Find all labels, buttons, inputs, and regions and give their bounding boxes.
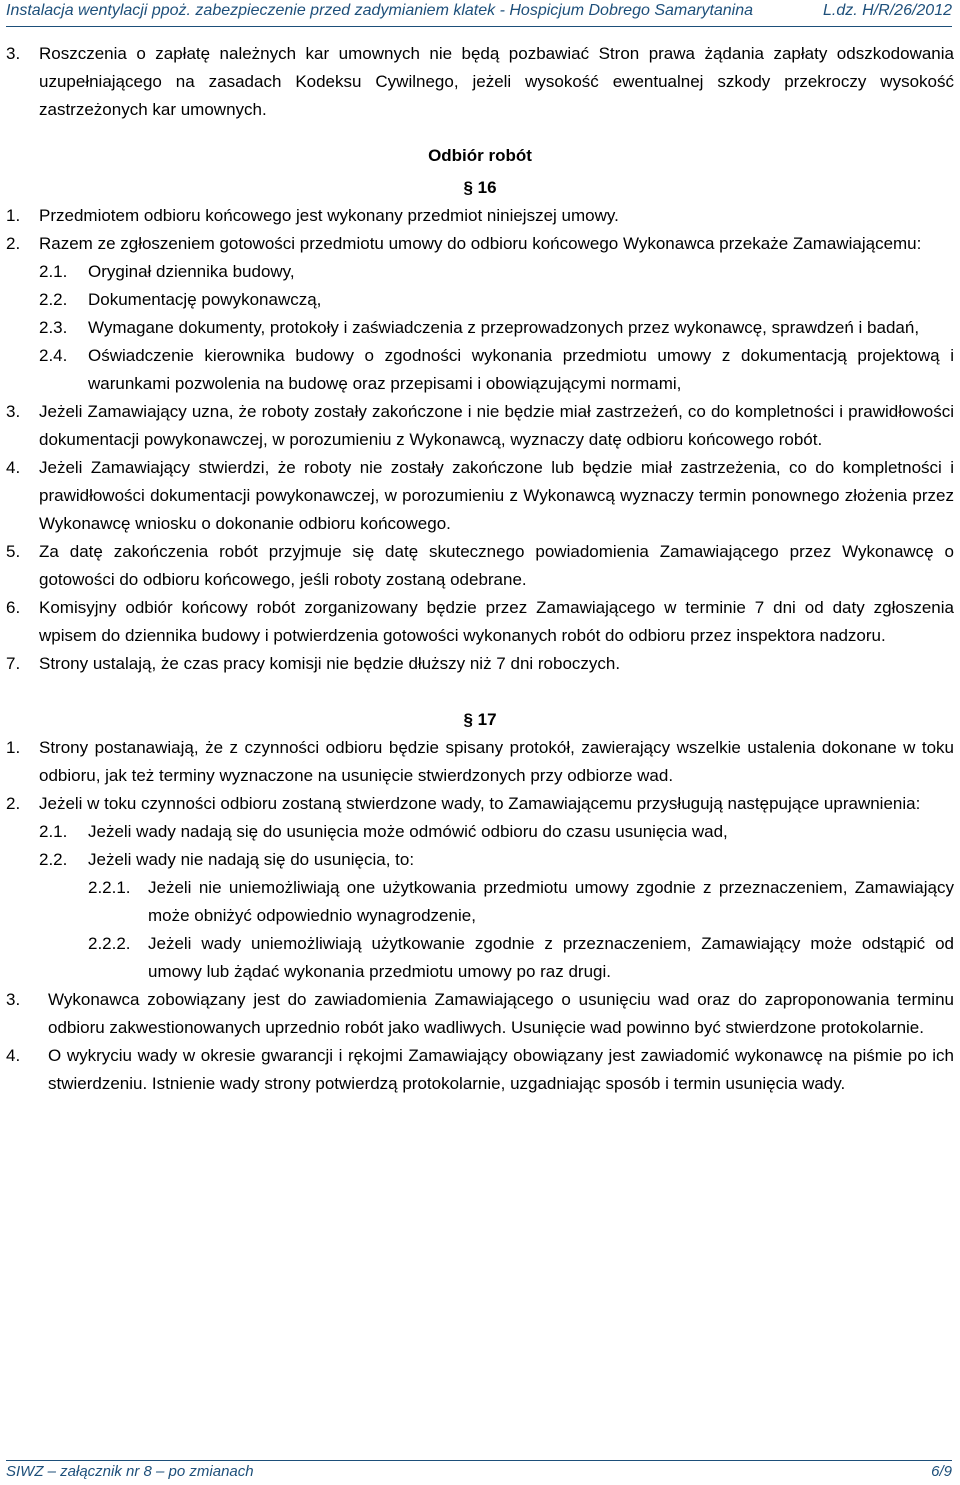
list-item xyxy=(6,986,954,1042)
item-text: Oryginał dziennika budowy, xyxy=(88,262,295,281)
list-item xyxy=(6,538,954,594)
item-text: Jeżeli wady nadają się do usunięcia może odmówić odbioru do czasu usunięcia wad, xyxy=(88,822,728,841)
sub-sub-list-item xyxy=(6,874,954,930)
item-text: Wykonawca zobowiązany jest do zawiadomienia Zamawiającego o usunięciu wad oraz do zaproponowania terminu odbioru zakwestionowanych uprzednio robót jako wadliwych. Usunięcie wad powinno być stwierdzone protokolarnie. xyxy=(48,990,954,1037)
item-text: Strony postanawiają, że z czynności odbioru będzie spisany protokół, zawierający wszelkie ustalenia dokonane w toku odbioru, jak też terminy wyznaczone na usunięcie stwierdzonych przy odbiorze wad. xyxy=(39,738,954,785)
item-number: 2.1. xyxy=(39,262,68,281)
sub-sub-list-item xyxy=(6,930,954,986)
item-text: Jeżeli nie uniemożliwiają one użytkowania przedmiotu umowy zgodnie z przeznaczeniem, Zamawiający może obniżyć odpowiednio wynagrodzenie, xyxy=(148,878,954,925)
item-text: Jeżeli wady uniemożliwiają użytkowanie zgodnie z przeznaczeniem, Zamawiający może odstąpić od umowy lub żądać wykonania przedmiotu umowy po raz drugi. xyxy=(148,934,954,981)
item-number: 5. xyxy=(6,542,21,561)
footer-label: SIWZ – załącznik nr 8 – po zmianach xyxy=(6,1463,254,1480)
item-number: 4. xyxy=(6,458,21,477)
list-item xyxy=(6,398,954,454)
list-item xyxy=(6,734,954,790)
list-item xyxy=(6,650,954,678)
item-number: 2.2.1. xyxy=(88,878,131,897)
item-number: 2.3. xyxy=(39,318,68,337)
list-item xyxy=(6,230,954,258)
item-number: 6. xyxy=(6,598,21,617)
item-number: 1. xyxy=(6,738,21,757)
sub-list-item xyxy=(6,818,954,846)
list-item xyxy=(6,1042,954,1098)
item-number: 2. xyxy=(6,234,21,253)
sub-list-item xyxy=(6,258,954,286)
intro-paragraph xyxy=(6,40,954,124)
item-text: Oświadczenie kierownika budowy o zgodności wykonania przedmiotu umowy z dokumentacją projektową i warunkami pozwolenia na budowę oraz przepisami i obowiązującymi normami, xyxy=(88,346,954,393)
list-item xyxy=(6,594,954,650)
header-title: Instalacja wentylacji ppoż. zabezpieczenie przed zadymianiem klatek - Hospicjum Dobrego Samarytanina xyxy=(6,2,754,19)
item-text: Za datę zakończenia robót przyjmuje się datę skutecznego powiadomienia Zamawiającego przez Wykonawcę o gotowości do odbioru końcowego, jeśli roboty zostaną odebrane. xyxy=(39,542,954,589)
item-number: 4. xyxy=(6,1046,21,1065)
item-text: Jeżeli w toku czynności odbioru zostaną stwierdzone wady, to Zamawiającemu przysługują następujące uprawnienia: xyxy=(39,794,921,813)
item-number: 2.2. xyxy=(39,290,68,309)
list-item xyxy=(6,202,954,230)
header-reference: L.dz. H/R/26/2012 xyxy=(823,2,952,19)
item-number: 7. xyxy=(6,654,21,673)
item-text: Strony ustalają, że czas pracy komisji nie będzie dłuższy niż 7 dni roboczych. xyxy=(39,654,621,673)
sub-list-item xyxy=(6,314,954,342)
item-text: Dokumentację powykonawczą, xyxy=(88,290,322,309)
item-text: Komisyjny odbiór końcowy robót zorganizowany będzie przez Zamawiającego w terminie 7 dni od daty zgłoszenia wpisem do dziennika budowy i potwierdzenia gotowości wykonanych robót do odbioru przez inspektora nadzoru. xyxy=(39,598,954,645)
item-text: Roszczenia o zapłatę należnych kar umownych nie będą pozbawiać Stron prawa żądania zapłaty odszkodowania uzupełniającego na zasadach Kodeksu Cywilnego, jeżeli wysokość ewentualnej szkody przekroczy wysokość zastrzeżonych kar umownych. xyxy=(39,44,954,119)
item-number: 2. xyxy=(6,794,21,813)
list-item xyxy=(6,790,954,818)
item-text: Jeżeli wady nie nadają się do usunięcia, to: xyxy=(88,850,415,869)
item-number: 2.2. xyxy=(39,850,68,869)
item-text: Wymagane dokumenty, protokoły i zaświadczenia z przeprowadzonych przez wykonawcę, sprawdzeń i badań, xyxy=(88,318,920,337)
section-title: Odbiór robót xyxy=(428,146,532,165)
item-number: 3. xyxy=(6,990,21,1009)
item-number: 3. xyxy=(6,402,21,421)
item-number: 2.4. xyxy=(39,346,68,365)
section-number-17: § 17 xyxy=(463,710,497,729)
item-number: 2.2.2. xyxy=(88,934,131,953)
item-text: Przedmiotem odbioru końcowego jest wykonany przedmiot niniejszej umowy. xyxy=(39,206,619,225)
page-header xyxy=(6,0,952,27)
item-text: Jeżeli Zamawiający uzna, że roboty zostały zakończone i nie będzie miał zastrzeżeń, co do kompletności i prawidłowości dokumentacji powykonawczej, w porozumieniu z Wykonawcą, wyznaczy datę odbioru końcowego robót. xyxy=(39,402,954,449)
section-number-16: § 16 xyxy=(463,178,497,197)
page-footer xyxy=(6,1460,952,1485)
item-number: 3. xyxy=(6,44,21,63)
sub-list-item xyxy=(6,846,954,874)
sub-list-item xyxy=(6,342,954,398)
sub-list-item xyxy=(6,286,954,314)
item-text: Jeżeli Zamawiający stwierdzi, że roboty nie zostały zakończone lub będzie miał zastrzeżenia, co do kompletności i prawidłowości dokumentacji powykonawczej, w porozumieniu z Wykonawcą wyznaczy termin ponownego złożenia przez Wykonawcę wniosku o dokonanie odbioru końcowego. xyxy=(39,458,954,533)
page-number: 6/9 xyxy=(931,1463,952,1480)
item-text: O wykryciu wady w okresie gwarancji i rękojmi Zamawiający obowiązany jest zawiadomić wykonawcę na piśmie po ich stwierdzeniu. Istnienie wady strony potwierdzą protokolarnie, uzgadniając sposób i termin usunięcia wady. xyxy=(48,1046,954,1093)
item-number: 1. xyxy=(6,206,21,225)
list-item xyxy=(6,454,954,538)
document-body xyxy=(6,40,954,1098)
item-number: 2.1. xyxy=(39,822,68,841)
item-text: Razem ze zgłoszeniem gotowości przedmiotu umowy do odbioru końcowego Wykonawca przekaże Zamawiającemu: xyxy=(39,234,922,253)
